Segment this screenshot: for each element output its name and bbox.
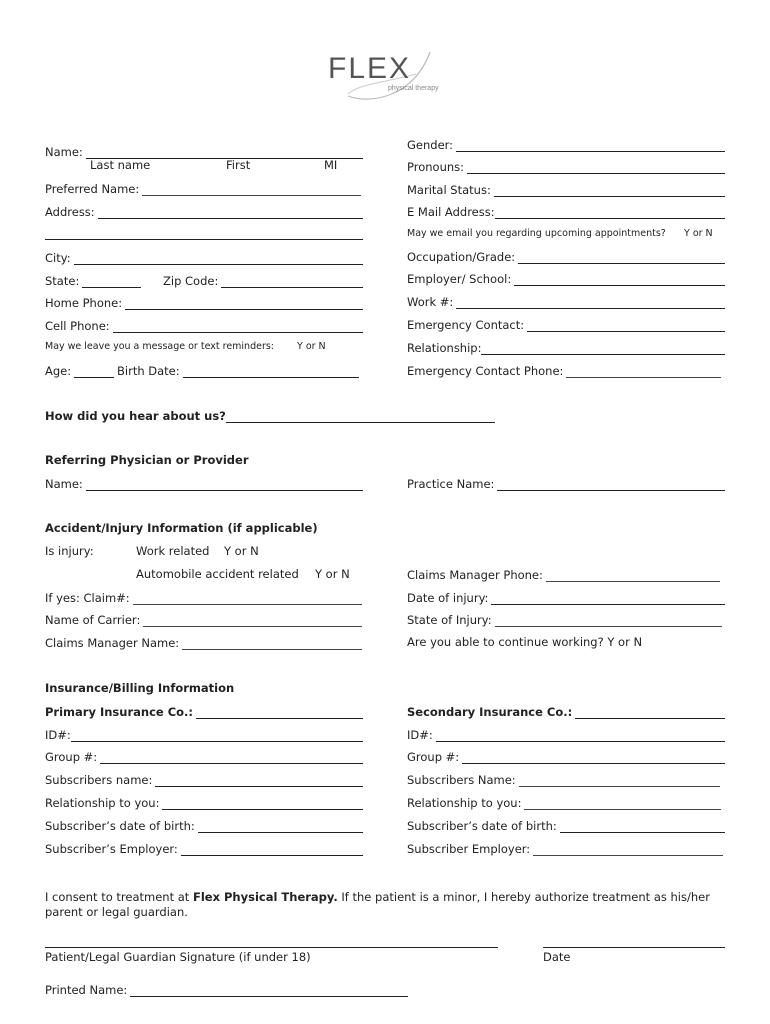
secondary-id-line[interactable] [436,730,725,742]
home-phone-label: Home Phone: [45,296,123,310]
occupation-label: Occupation/Grade: [407,250,516,264]
referring-name-field[interactable] [45,475,363,491]
zip-line[interactable] [221,276,363,288]
primary-insurance-line[interactable] [196,707,363,719]
work-phone-line[interactable] [456,297,725,309]
primary-insurance-field[interactable] [45,703,363,719]
emergency-phone-field[interactable] [407,362,721,378]
printed-name-label: Printed Name: [45,983,128,997]
state-of-injury-field[interactable] [407,611,722,627]
last-name-sublabel: Last name [90,158,151,172]
age-field[interactable] [45,362,114,378]
message-yn[interactable]: Y or N [297,341,326,352]
state-line[interactable] [82,276,141,288]
secondary-insurance-label: Secondary Insurance Co.: [407,705,573,719]
occupation-line[interactable] [518,252,725,264]
consent-pre: I consent to treatment at [45,890,193,904]
state-of-injury-label: State of Injury: [407,613,492,627]
hear-about-field[interactable] [45,407,495,423]
primary-relationship-label: Relationship to you: [45,796,160,810]
birth-date-line[interactable] [183,366,359,378]
primary-dob-label: Subscriber’s date of birth: [45,819,195,833]
gender-field[interactable] [407,136,725,152]
state-of-injury-line[interactable] [495,615,722,627]
date-label: Date [543,950,571,964]
home-phone-line[interactable] [125,298,363,310]
employer-field[interactable] [407,270,725,286]
state-label: State: [45,274,80,288]
age-label: Age: [45,364,72,378]
first-name-sublabel: First [226,158,251,172]
printed-name-line[interactable] [130,985,408,997]
referring-name-label: Name: [45,477,83,491]
secondary-dob-label: Subscriber’s date of birth: [407,819,557,833]
email-field[interactable] [407,203,725,219]
consent-line-1 [45,890,710,904]
zip-field[interactable] [163,272,363,288]
zip-label: Zip Code: [163,274,219,288]
claims-phone-field[interactable] [407,566,720,582]
employer-label: Employer/ School: [407,272,512,286]
gender-label: Gender: [407,138,454,152]
pronouns-field[interactable] [407,158,725,174]
date-of-injury-label: Date of injury: [407,591,489,605]
secondary-id-field[interactable] [407,726,725,742]
carrier-field[interactable] [45,611,362,627]
secondary-insurance-line[interactable] [575,707,725,719]
printed-name-field[interactable] [45,981,408,997]
primary-relationship-line[interactable] [162,798,363,810]
primary-subscriber-name-field[interactable] [45,771,363,787]
secondary-insurance-field[interactable] [407,703,725,719]
name-field[interactable] [45,143,363,159]
email-label: E Mail Address: [407,205,495,219]
referring-name-line[interactable] [86,479,363,491]
marital-status-field[interactable] [407,181,725,197]
secondary-group-field[interactable] [407,748,725,764]
mi-sublabel: MI [324,158,338,172]
primary-employer-field[interactable] [45,840,363,856]
city-label: City: [45,251,71,265]
primary-group-line[interactable] [100,752,363,764]
name-label: Name: [45,145,83,159]
preferred-name-label: Preferred Name: [45,182,140,196]
secondary-subscriber-name-field[interactable] [407,771,720,787]
secondary-relationship-field[interactable] [407,794,721,810]
secondary-employer-label: Subscriber Employer: [407,842,531,856]
is-injury-label: Is injury: [45,544,94,558]
primary-employer-line[interactable] [181,844,363,856]
age-line[interactable] [74,366,114,378]
work-related-yn[interactable]: Y or N [224,544,259,558]
primary-id-field[interactable] [45,726,363,742]
accident-heading: Accident/Injury Information (if applicable) [45,521,318,535]
birth-date-field[interactable] [117,362,359,378]
birth-date-label: Birth Date: [117,364,180,378]
primary-dob-line[interactable] [198,821,363,833]
secondary-relationship-label: Relationship to you: [407,796,522,810]
email-question: May we email you regarding upcoming appointments? [407,228,666,239]
employer-line[interactable] [514,274,725,286]
continue-working-question[interactable]: Are you able to continue working? Y or N [407,635,643,649]
insurance-heading: Insurance/Billing Information [45,681,235,695]
address-line-2[interactable] [45,239,363,240]
secondary-dob-field[interactable] [407,817,725,833]
emergency-contact-field[interactable] [407,316,725,332]
signature-line[interactable] [45,947,498,948]
email-yn[interactable]: Y or N [684,228,713,239]
hear-about-line[interactable] [226,411,495,423]
claim-number-line[interactable] [133,593,362,605]
practice-name-field[interactable] [407,475,725,491]
primary-group-label: Group #: [45,750,98,764]
secondary-subscriber-name-line[interactable] [519,775,720,787]
flex-logo-mark [318,44,468,106]
logo-word: FLEX [328,52,412,85]
message-question: May we leave you a message or text reminders: [45,341,275,352]
date-line[interactable] [543,947,725,948]
claims-manager-line[interactable] [182,638,362,650]
address-label: Address: [45,205,95,219]
relationship-label: Relationship: [407,341,482,355]
preferred-name-field[interactable] [45,180,361,196]
date-of-injury-line[interactable] [491,593,725,605]
flex-logo [318,44,468,106]
consent-company: Flex Physical Therapy. [192,890,338,904]
secondary-dob-line[interactable] [560,821,725,833]
home-phone-field[interactable] [45,294,363,310]
primary-id-label: ID#: [45,728,71,742]
signature-label: Patient/Legal Guardian Signature (if under 18) [45,950,311,964]
emergency-phone-label: Emergency Contact Phone: [407,364,564,378]
preferred-name-line[interactable] [142,184,361,196]
secondary-employer-field[interactable] [407,840,723,856]
consent-post: If the patient is a minor, I hereby authorize treatment as his/her [337,890,710,904]
claims-phone-label: Claims Manager Phone: [407,568,543,582]
city-field[interactable] [45,249,363,265]
claims-manager-label: Claims Manager Name: [45,636,180,650]
secondary-employer-line[interactable] [533,844,723,856]
primary-id-line[interactable] [71,730,363,742]
work-related-label: Work related [136,544,210,558]
referring-heading: Referring Physician or Provider [45,453,249,467]
practice-name-label: Practice Name: [407,477,495,491]
primary-employer-label: Subscriber’s Employer: [45,842,178,856]
relationship-line[interactable] [481,343,725,355]
primary-subscriber-name-label: Subscribers name: [45,773,153,787]
cell-phone-line[interactable] [113,321,363,333]
claim-number-label: If yes: Claim#: [45,591,130,605]
auto-accident-yn[interactable]: Y or N [315,567,350,581]
relationship-field[interactable] [407,339,725,355]
state-field[interactable] [45,272,141,288]
secondary-relationship-line[interactable] [524,798,721,810]
occupation-field[interactable] [407,248,725,264]
pronouns-line[interactable] [467,162,725,174]
primary-dob-field[interactable] [45,817,363,833]
carrier-line[interactable] [143,615,362,627]
emergency-contact-line[interactable] [527,320,725,332]
logo-tagline: physical therapy [388,85,439,92]
claims-phone-line[interactable] [546,570,720,582]
work-phone-label: Work #: [407,295,454,309]
practice-name-line[interactable] [497,479,725,491]
auto-accident-label: Automobile accident related [136,567,299,581]
date-of-injury-field[interactable] [407,589,725,605]
work-phone-field[interactable] [407,293,725,309]
secondary-group-label: Group #: [407,750,460,764]
marital-status-line[interactable] [494,185,725,197]
primary-relationship-field[interactable] [45,794,363,810]
secondary-group-line[interactable] [462,752,725,764]
emergency-phone-line[interactable] [566,366,721,378]
emergency-contact-label: Emergency Contact: [407,318,525,332]
secondary-subscriber-name-label: Subscribers Name: [407,773,516,787]
cell-phone-label: Cell Phone: [45,319,110,333]
pronouns-label: Pronouns: [407,160,465,174]
cell-phone-field[interactable] [45,317,363,333]
marital-status-label: Marital Status: [407,183,491,197]
claim-number-field[interactable] [45,589,362,605]
primary-group-field[interactable] [45,748,363,764]
carrier-label: Name of Carrier: [45,613,141,627]
address-field[interactable] [45,203,363,219]
hear-about-label: How did you hear about us? [45,409,226,423]
email-line[interactable] [495,207,725,219]
claims-manager-field[interactable] [45,634,362,650]
primary-subscriber-name-line[interactable] [155,775,363,787]
address-line[interactable] [98,207,363,219]
primary-insurance-label: Primary Insurance Co.: [45,705,194,719]
consent-line-2: parent or legal guardian. [45,905,188,919]
city-line[interactable] [74,253,363,265]
secondary-id-label: ID#: [407,728,433,742]
gender-line[interactable] [456,140,725,152]
